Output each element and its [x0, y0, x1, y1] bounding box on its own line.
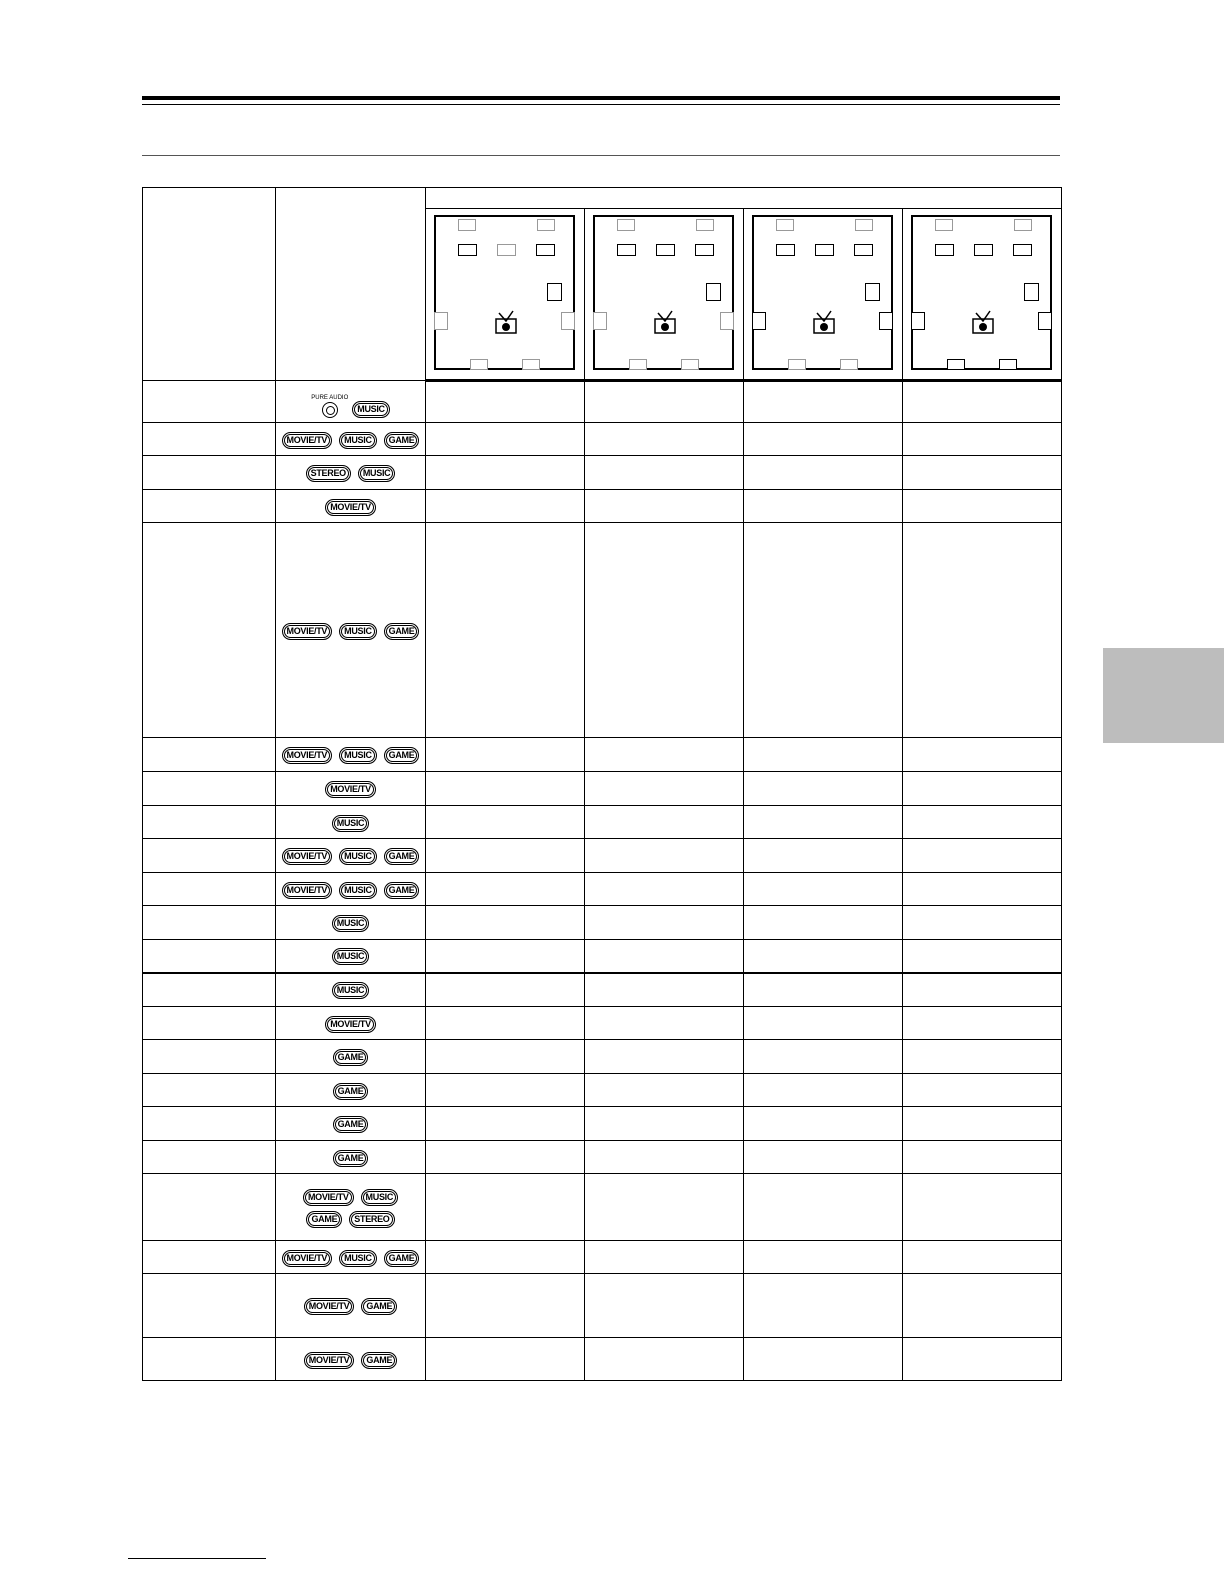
- center-speaker: [815, 244, 834, 256]
- layout-cell: [426, 1007, 585, 1040]
- layout-cell: [585, 381, 744, 423]
- table-row: [143, 873, 1062, 906]
- footer-line: [128, 1558, 266, 1559]
- music-button-icon: MUSIC: [352, 401, 390, 418]
- stereo-button-icon: STEREO: [349, 1211, 394, 1228]
- mode-name-cell: [143, 456, 276, 490]
- layout-cell: [744, 1107, 903, 1141]
- front-right-speaker: [695, 244, 714, 256]
- table-row: [143, 523, 1062, 738]
- layout-cell: [585, 1174, 744, 1241]
- layout-cell: [903, 1007, 1062, 1040]
- mode-buttons-cell: [276, 490, 426, 523]
- mode-name-cell: [143, 1174, 276, 1241]
- header-rule-thick: [142, 96, 1060, 100]
- layout-cell: [744, 973, 903, 1007]
- front-high-left-speaker: [776, 219, 794, 231]
- layout-cell: [426, 1040, 585, 1074]
- layout-cell: [426, 906, 585, 940]
- layout-cell: [585, 1074, 744, 1107]
- front-left-speaker: [776, 244, 795, 256]
- music-button-icon: MUSIC: [332, 815, 370, 832]
- table-row: [143, 456, 1062, 490]
- layout-cell: [744, 1174, 903, 1241]
- music-button-icon: MUSIC: [339, 882, 377, 899]
- front-right-speaker: [536, 244, 555, 256]
- header-row: [143, 188, 1062, 209]
- movie-tv-button-icon: MOVIE/TV: [282, 747, 333, 764]
- layout-cell: [903, 1074, 1062, 1107]
- layout-cell: [744, 806, 903, 839]
- music-button-icon: MUSIC: [358, 465, 396, 482]
- mode-name-cell: [143, 1107, 276, 1141]
- table-row: [143, 381, 1062, 423]
- layout-cell: [903, 1274, 1062, 1338]
- layout-cell: [903, 381, 1062, 423]
- listener-icon: [653, 309, 677, 335]
- mode-buttons-cell: [276, 381, 426, 423]
- layout-cell: [426, 839, 585, 873]
- mode-name-cell: [143, 806, 276, 839]
- layout-cell: [426, 873, 585, 906]
- mode-buttons-cell: [276, 973, 426, 1007]
- movie-tv-button-icon: MOVIE/TV: [282, 1250, 333, 1267]
- layout-cell: [426, 1174, 585, 1241]
- surround-back-left-speaker: [629, 359, 647, 370]
- layout-cell: [426, 940, 585, 973]
- layout-cell: [585, 772, 744, 806]
- table-row: [143, 906, 1062, 940]
- side-tab: [1103, 648, 1224, 743]
- table-body: [143, 188, 1062, 1381]
- layout-cell: [744, 1241, 903, 1274]
- header-rule-thin: [142, 104, 1060, 105]
- front-left-speaker: [617, 244, 636, 256]
- layout-cell: [426, 1274, 585, 1338]
- layout-cell: [903, 1141, 1062, 1174]
- front-high-left-speaker: [935, 219, 953, 231]
- game-button-icon: GAME: [333, 1049, 369, 1066]
- center-speaker: [497, 244, 516, 256]
- layout-cell: [585, 523, 744, 738]
- music-button-icon: MUSIC: [332, 915, 370, 932]
- game-button-icon: GAME: [361, 1352, 397, 1369]
- movie-tv-button-icon: MOVIE/TV: [282, 623, 333, 640]
- surround-left-speaker: [911, 312, 925, 330]
- layout-cell: [744, 523, 903, 738]
- speaker-layout-diagram: [426, 209, 585, 381]
- table-row: [143, 738, 1062, 772]
- speaker-layout-diagram: [585, 209, 744, 381]
- layout-cell: [426, 1241, 585, 1274]
- layout-cell: [903, 523, 1062, 738]
- subwoofer: [706, 283, 721, 301]
- table-row: [143, 1007, 1062, 1040]
- music-button-icon: MUSIC: [339, 1250, 377, 1267]
- surround-back-right-speaker: [522, 359, 540, 370]
- subwoofer: [547, 283, 562, 301]
- mode-buttons-cell: [276, 1040, 426, 1074]
- movie-tv-button-icon: MOVIE/TV: [282, 882, 333, 899]
- game-button-icon: GAME: [384, 848, 420, 865]
- music-button-icon: MUSIC: [339, 623, 377, 640]
- layout-cell: [903, 1338, 1062, 1381]
- surround-left-speaker: [593, 312, 607, 330]
- mode-name-cell: [143, 973, 276, 1007]
- surround-right-speaker: [561, 312, 575, 330]
- mode-buttons-cell: [276, 1007, 426, 1040]
- layout-cell: [585, 873, 744, 906]
- layout-cell: [585, 423, 744, 456]
- layout-cell: [744, 738, 903, 772]
- layout-cell: [744, 1007, 903, 1040]
- mode-buttons-cell: [276, 1338, 426, 1381]
- front-right-speaker: [854, 244, 873, 256]
- mode-name-cell: [143, 381, 276, 423]
- music-button-icon: MUSIC: [339, 848, 377, 865]
- layout-cell: [744, 906, 903, 940]
- layout-cell: [585, 490, 744, 523]
- layout-cell: [585, 1338, 744, 1381]
- game-button-icon: GAME: [333, 1083, 369, 1100]
- table-row: [143, 973, 1062, 1007]
- header-button-cell: [276, 188, 426, 381]
- layout-cell: [903, 1241, 1062, 1274]
- listener-icon: [971, 309, 995, 335]
- listener-icon: [494, 309, 518, 335]
- speaker-layout-diagram: [744, 209, 903, 381]
- surround-right-speaker: [720, 312, 734, 330]
- mode-buttons-cell: [276, 873, 426, 906]
- layout-cell: [903, 940, 1062, 973]
- mode-name-cell: [143, 940, 276, 973]
- layout-cell: [585, 973, 744, 1007]
- layout-cell: [426, 738, 585, 772]
- layout-cell: [744, 839, 903, 873]
- layout-cell: [585, 738, 744, 772]
- layout-cell: [744, 456, 903, 490]
- mode-buttons-cell: [276, 806, 426, 839]
- layout-cell: [426, 772, 585, 806]
- table-row: [143, 806, 1062, 839]
- mode-buttons-cell: [276, 1241, 426, 1274]
- layout-cell: [903, 1107, 1062, 1141]
- table-row: [143, 423, 1062, 456]
- game-button-icon: GAME: [384, 623, 420, 640]
- mode-name-cell: [143, 839, 276, 873]
- surround-back-right-speaker: [840, 359, 858, 370]
- front-high-right-speaker: [696, 219, 714, 231]
- surround-back-right-speaker: [999, 359, 1017, 370]
- front-high-left-speaker: [458, 219, 476, 231]
- table-row: [143, 490, 1062, 523]
- surround-right-speaker: [879, 312, 893, 330]
- layout-cell: [585, 1241, 744, 1274]
- layout-cell: [744, 1074, 903, 1107]
- room-outline: [593, 215, 734, 370]
- layout-cell: [744, 1040, 903, 1074]
- mode-name-cell: [143, 1007, 276, 1040]
- layout-cell: [426, 806, 585, 839]
- mode-name-cell: [143, 1040, 276, 1074]
- table-row: [143, 1241, 1062, 1274]
- layout-cell: [903, 738, 1062, 772]
- surround-back-left-speaker: [947, 359, 965, 370]
- front-high-left-speaker: [617, 219, 635, 231]
- mode-name-cell: [143, 423, 276, 456]
- mode-buttons-cell: [276, 738, 426, 772]
- header-layout-cell: [426, 188, 1062, 209]
- layout-cell: [426, 1107, 585, 1141]
- mode-buttons-cell: [276, 839, 426, 873]
- surround-left-speaker: [434, 312, 448, 330]
- mode-name-cell: [143, 906, 276, 940]
- movie-tv-button-icon: MOVIE/TV: [325, 781, 376, 798]
- room-outline: [752, 215, 893, 370]
- layout-cell: [744, 1141, 903, 1174]
- layout-cell: [744, 1274, 903, 1338]
- center-speaker: [656, 244, 675, 256]
- layout-cell: [744, 772, 903, 806]
- surround-back-left-speaker: [470, 359, 488, 370]
- layout-cell: [903, 1040, 1062, 1074]
- layout-cell: [903, 839, 1062, 873]
- layout-cell: [426, 1338, 585, 1381]
- mode-buttons-cell: [276, 906, 426, 940]
- mode-name-cell: [143, 523, 276, 738]
- layout-cell: [903, 423, 1062, 456]
- layout-cell: [903, 772, 1062, 806]
- table-row: [143, 839, 1062, 873]
- movie-tv-button-icon: MOVIE/TV: [325, 499, 376, 516]
- mode-name-cell: [143, 490, 276, 523]
- layout-cell: [585, 1141, 744, 1174]
- layout-cell: [426, 1074, 585, 1107]
- layout-cell: [744, 423, 903, 456]
- mode-name-cell: [143, 873, 276, 906]
- mode-buttons-cell: [276, 1141, 426, 1174]
- movie-tv-button-icon: MOVIE/TV: [303, 1189, 354, 1206]
- table-row: [143, 1141, 1062, 1174]
- mode-buttons-cell: [276, 940, 426, 973]
- game-button-icon: GAME: [306, 1211, 342, 1228]
- header-mode-cell: [143, 188, 276, 381]
- game-button-icon: GAME: [384, 432, 420, 449]
- music-button-icon: MUSIC: [361, 1189, 399, 1206]
- layout-cell: [585, 1007, 744, 1040]
- layout-cell: [585, 456, 744, 490]
- front-right-speaker: [1013, 244, 1032, 256]
- table-row: [143, 772, 1062, 806]
- layout-cell: [903, 490, 1062, 523]
- layout-cell: [903, 1174, 1062, 1241]
- mode-buttons-cell: [276, 456, 426, 490]
- game-button-icon: GAME: [333, 1150, 369, 1167]
- surround-back-left-speaker: [788, 359, 806, 370]
- layout-cell: [744, 381, 903, 423]
- subwoofer: [1024, 283, 1039, 301]
- layout-cell: [426, 423, 585, 456]
- mode-name-cell: [143, 772, 276, 806]
- center-speaker: [974, 244, 993, 256]
- movie-tv-button-icon: MOVIE/TV: [282, 848, 333, 865]
- layout-cell: [903, 456, 1062, 490]
- layout-cell: [744, 490, 903, 523]
- mode-buttons-cell: [276, 1174, 426, 1241]
- layout-cell: [426, 973, 585, 1007]
- layout-cell: [585, 1040, 744, 1074]
- table-row: [143, 1074, 1062, 1107]
- surround-left-speaker: [752, 312, 766, 330]
- surround-back-right-speaker: [681, 359, 699, 370]
- layout-cell: [426, 523, 585, 738]
- layout-cell: [426, 1141, 585, 1174]
- mode-name-cell: [143, 1141, 276, 1174]
- mode-name-cell: [143, 1074, 276, 1107]
- front-high-right-speaker: [537, 219, 555, 231]
- game-button-icon: GAME: [384, 882, 420, 899]
- pure-audio-label: PURE AUDIO: [311, 394, 349, 401]
- listener-icon: [812, 309, 836, 335]
- mode-name-cell: [143, 1338, 276, 1381]
- layout-cell: [903, 906, 1062, 940]
- layout-cell: [585, 906, 744, 940]
- subwoofer: [865, 283, 880, 301]
- music-button-icon: MUSIC: [332, 948, 370, 965]
- layout-cell: [903, 806, 1062, 839]
- mode-buttons-cell: [276, 1107, 426, 1141]
- layout-cell: [585, 1107, 744, 1141]
- layout-cell: [744, 1338, 903, 1381]
- layout-cell: [585, 940, 744, 973]
- mode-name-cell: [143, 738, 276, 772]
- table-row: [143, 1338, 1062, 1381]
- pure-audio-button-icon: [322, 402, 338, 418]
- room-outline: [434, 215, 575, 370]
- mode-name-cell: [143, 1241, 276, 1274]
- layout-cell: [903, 873, 1062, 906]
- movie-tv-button-icon: MOVIE/TV: [325, 1016, 376, 1033]
- mode-buttons-cell: [276, 1074, 426, 1107]
- layout-cell: [903, 973, 1062, 1007]
- movie-tv-button-icon: MOVIE/TV: [282, 432, 333, 449]
- front-high-right-speaker: [855, 219, 873, 231]
- surround-right-speaker: [1038, 312, 1052, 330]
- layout-cell: [426, 381, 585, 423]
- table-row: [143, 940, 1062, 973]
- front-left-speaker: [458, 244, 477, 256]
- layout-cell: [585, 1274, 744, 1338]
- mode-buttons-cell: [276, 423, 426, 456]
- stereo-button-icon: STEREO: [306, 465, 351, 482]
- front-high-right-speaker: [1014, 219, 1032, 231]
- front-left-speaker: [935, 244, 954, 256]
- layout-cell: [426, 456, 585, 490]
- game-button-icon: GAME: [361, 1298, 397, 1315]
- music-button-icon: MUSIC: [332, 982, 370, 999]
- layout-cell: [744, 940, 903, 973]
- movie-tv-button-icon: MOVIE/TV: [304, 1352, 355, 1369]
- game-button-icon: GAME: [384, 1250, 420, 1267]
- mode-buttons-cell: [276, 772, 426, 806]
- table-row: [143, 1040, 1062, 1074]
- layout-cell: [585, 806, 744, 839]
- mode-name-cell: [143, 1274, 276, 1338]
- mode-buttons-cell: [276, 523, 426, 738]
- layout-cell: [426, 490, 585, 523]
- music-button-icon: MUSIC: [339, 747, 377, 764]
- table-row: [143, 1274, 1062, 1338]
- table-row: [143, 1107, 1062, 1141]
- listening-mode-table: [142, 187, 1062, 1381]
- speaker-layout-diagram: [903, 209, 1062, 381]
- layout-cell: [744, 873, 903, 906]
- room-outline: [911, 215, 1052, 370]
- section-rule: [142, 155, 1060, 156]
- layout-cell: [585, 839, 744, 873]
- game-button-icon: GAME: [333, 1116, 369, 1133]
- music-button-icon: MUSIC: [339, 432, 377, 449]
- movie-tv-button-icon: MOVIE/TV: [304, 1298, 355, 1315]
- table-row: [143, 1174, 1062, 1241]
- mode-buttons-cell: [276, 1274, 426, 1338]
- game-button-icon: GAME: [384, 747, 420, 764]
